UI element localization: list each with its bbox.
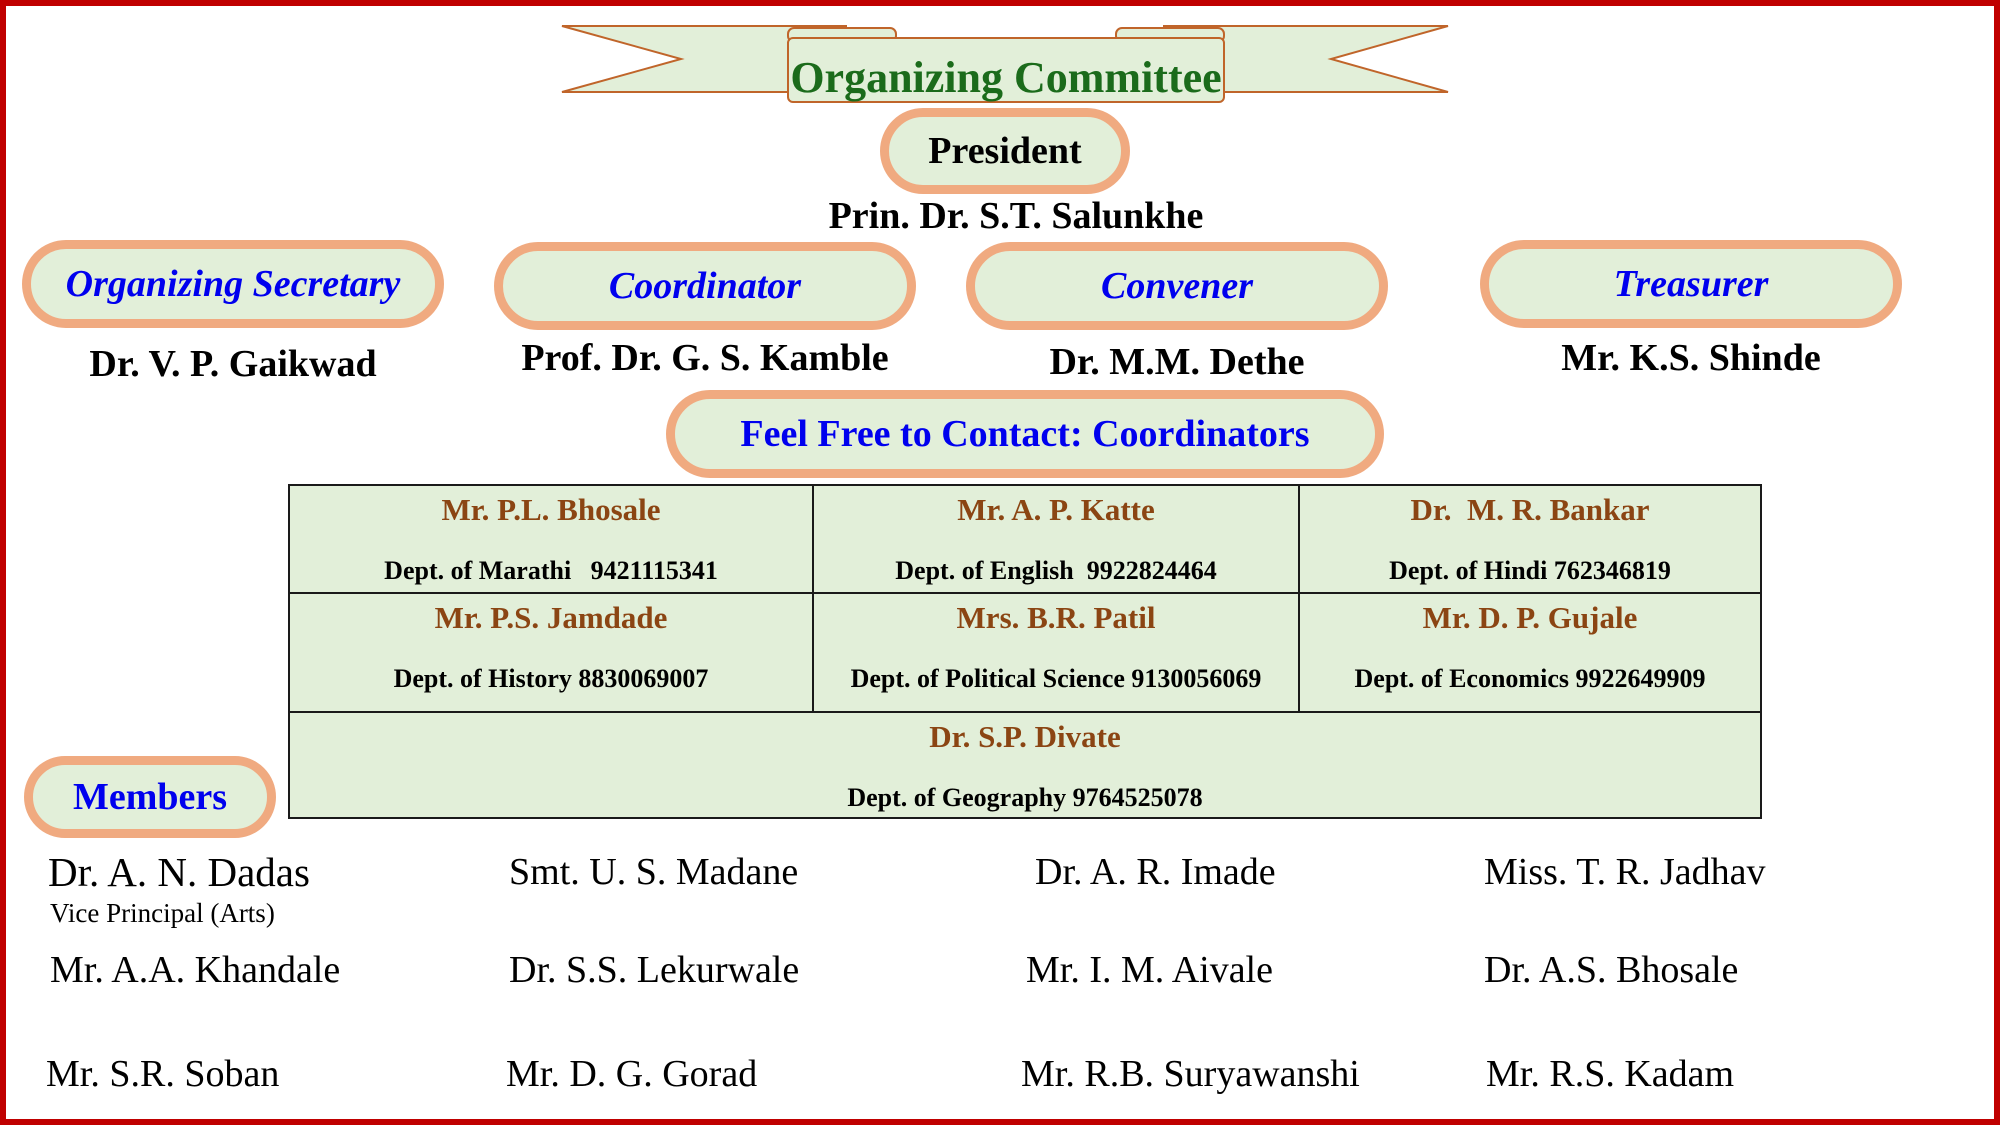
contact-dept: Dept. of History 8830069007 [393, 664, 709, 693]
member-name: Dr. A.S. Bhosale [1484, 949, 1739, 991]
contact-dept: Dept. of Political Science 9130056069 [850, 664, 1262, 693]
table-row [289, 712, 1761, 818]
organizing-secretary-label: Organizing Secretary [22, 240, 444, 328]
member-name: Smt. U. S. Madane [509, 851, 799, 893]
contact-name: Mr. P.S. Jamdade [434, 600, 668, 635]
treasurer-name: Mr. K.S. Shinde [1561, 337, 1821, 379]
contact-cell [1299, 593, 1761, 712]
member-name: Dr. A. N. Dadas [48, 849, 310, 895]
member-name: Mr. S.R. Soban [46, 1053, 280, 1095]
member-note: Vice Principal (Arts) [50, 898, 275, 928]
contact-label: Feel Free to Contact: Coordinators [666, 390, 1384, 478]
contact-name: Mrs. B.R. Patil [956, 600, 1156, 635]
contact-dept: Dept. of English 9922824464 [895, 556, 1217, 585]
coordinator-label: Coordinator [494, 242, 916, 330]
organizing-secretary-name: Dr. V. P. Gaikwad [89, 343, 377, 385]
contact-name: Mr. A. P. Katte [957, 492, 1155, 527]
contact-cell [289, 593, 813, 712]
contact-cell [289, 712, 1761, 818]
coordinator-name: Prof. Dr. G. S. Kamble [521, 337, 889, 379]
member-name: Mr. I. M. Aivale [1026, 949, 1273, 991]
contact-name: Mr. D. P. Gujale [1422, 600, 1638, 635]
contacts-table [288, 484, 1762, 819]
contact-cell [1299, 485, 1761, 593]
president-label: President [880, 108, 1130, 194]
member-name: Miss. T. R. Jadhav [1484, 851, 1766, 893]
member-name: Dr. A. R. Imade [1035, 851, 1276, 893]
members-label: Members [24, 756, 276, 838]
contact-name: Dr. M. R. Bankar [1410, 492, 1650, 527]
member-name: Mr. D. G. Gorad [506, 1053, 758, 1095]
member-name: Mr. A.A. Khandale [50, 949, 341, 991]
treasurer-label: Treasurer [1480, 240, 1902, 328]
contact-dept: Dept. of Economics 9922649909 [1354, 664, 1706, 693]
contact-dept: Dept. of Hindi 762346819 [1389, 556, 1671, 585]
member-name: Mr. R.B. Suryawanshi [1021, 1053, 1360, 1095]
convener-name: Dr. M.M. Dethe [1049, 341, 1305, 383]
contact-dept: Dept. of Marathi 9421115341 [384, 556, 718, 585]
president-name: Prin. Dr. S.T. Salunkhe [828, 195, 1204, 237]
table-row [289, 485, 1761, 593]
page-title: Organizing Committee [790, 53, 1222, 102]
member-name: Mr. R.S. Kadam [1486, 1053, 1735, 1095]
contact-dept: Dept. of Geography 9764525078 [847, 783, 1203, 812]
convener-label: Convener [966, 242, 1388, 330]
contact-cell [813, 593, 1299, 712]
contact-name: Dr. S.P. Divate [929, 719, 1121, 754]
table-row [289, 593, 1761, 712]
member-name: Dr. S.S. Lekurwale [509, 949, 800, 991]
contact-cell [813, 485, 1299, 593]
contact-name: Mr. P.L. Bhosale [441, 492, 661, 527]
contact-cell [289, 485, 813, 593]
